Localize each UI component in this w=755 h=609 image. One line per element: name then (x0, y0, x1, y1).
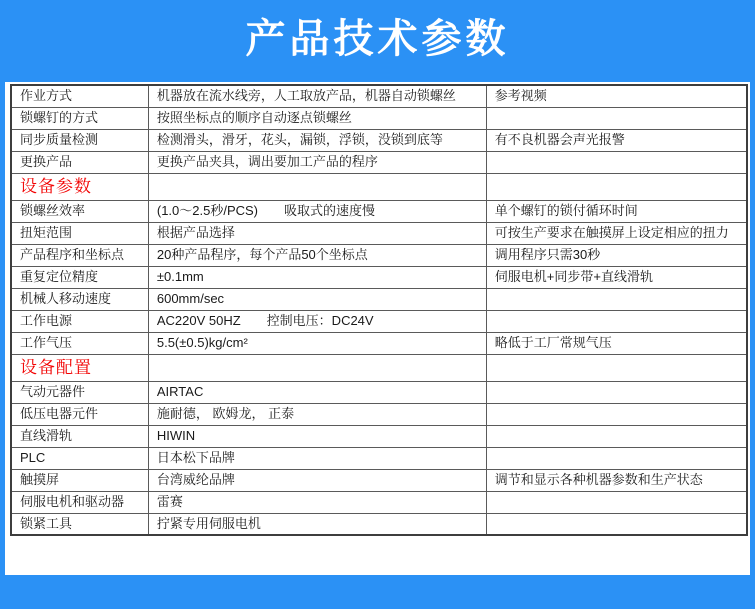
row-note (486, 491, 747, 513)
row-value (148, 173, 486, 200)
table-row (11, 129, 747, 151)
section-header-row (11, 173, 747, 200)
row-value: 检测滑头，滑牙，花头，漏锁，浮锁，没锁到底等 (148, 129, 486, 151)
row-label: 气动元器件 (11, 381, 148, 403)
row-note (486, 381, 747, 403)
row-label: 扭矩范围 (11, 222, 148, 244)
row-note: 略低于工厂常规气压 (486, 332, 747, 354)
row-note: 单个螺钉的锁付循环时间 (486, 200, 747, 222)
table-row (11, 222, 747, 244)
row-value: 台湾威纶品牌 (148, 469, 486, 491)
row-value: (1.0～2.5秒/PCS) 吸取式的速度慢 (148, 200, 486, 222)
row-note (486, 513, 747, 535)
row-value (148, 354, 486, 381)
row-note (486, 403, 747, 425)
spec-table (10, 84, 748, 536)
row-value: AIRTAC (148, 381, 486, 403)
row-value: 拧紧专用伺服电机 (148, 513, 486, 535)
row-label: 作业方式 (11, 85, 148, 107)
table-row (11, 288, 747, 310)
row-value: 更换产品夹具，调出要加工产品的程序 (148, 151, 486, 173)
row-label: 伺服电机和驱动器 (11, 491, 148, 513)
table-row (11, 244, 747, 266)
row-note (486, 447, 747, 469)
row-label: 机械人移动速度 (11, 288, 148, 310)
header-banner (0, 0, 755, 82)
row-value: 根据产品选择 (148, 222, 486, 244)
section-header-row (11, 354, 747, 381)
row-label: 锁螺钉的方式 (11, 107, 148, 129)
row-value: 日本松下品牌 (148, 447, 486, 469)
row-note: 参考视频 (486, 85, 747, 107)
footer-banner (0, 575, 755, 609)
content-area (0, 82, 755, 575)
row-label: 触摸屏 (11, 469, 148, 491)
row-note: 调用程序只需30秒 (486, 244, 747, 266)
row-note: 调节和显示各种机器参数和生产状态 (486, 469, 747, 491)
row-note (486, 288, 747, 310)
row-note (486, 107, 747, 129)
row-label: 设备参数 (11, 173, 148, 200)
row-note (486, 425, 747, 447)
table-row (11, 107, 747, 129)
table-row (11, 332, 747, 354)
row-value: HIWIN (148, 425, 486, 447)
row-label: 工作电源 (11, 310, 148, 332)
table-row (11, 491, 747, 513)
table-row (11, 85, 747, 107)
row-label: 锁紧工具 (11, 513, 148, 535)
table-row (11, 310, 747, 332)
row-label: 设备配置 (11, 354, 148, 381)
row-value: 雷赛 (148, 491, 486, 513)
table-row (11, 266, 747, 288)
row-note: 可按生产要求在触摸屏上设定相应的扭力 (486, 222, 747, 244)
table-row (11, 151, 747, 173)
row-value: ±0.1mm (148, 266, 486, 288)
row-label: 低压电器元件 (11, 403, 148, 425)
spec-table-body (11, 85, 747, 535)
left-blue-border (0, 82, 5, 575)
table-row (11, 469, 747, 491)
table-row (11, 425, 747, 447)
row-label: 重复定位精度 (11, 266, 148, 288)
row-note (486, 310, 747, 332)
table-row (11, 403, 747, 425)
row-label: 锁螺丝效率 (11, 200, 148, 222)
row-note (486, 151, 747, 173)
table-row (11, 447, 747, 469)
table-row (11, 381, 747, 403)
row-note (486, 354, 747, 381)
row-label: 直线滑轨 (11, 425, 148, 447)
row-value: 600mm/sec (148, 288, 486, 310)
row-value: 机器放在流水线旁，人工取放产品，机器自动锁螺丝 (148, 85, 486, 107)
row-value: 5.5(±0.5)kg/cm² (148, 332, 486, 354)
row-note: 伺服电机+同步带+直线滑轨 (486, 266, 747, 288)
row-value: AC220V 50HZ 控制电压：DC24V (148, 310, 486, 332)
row-value: 施耐德， 欧姆龙， 正泰 (148, 403, 486, 425)
page-title: 产品技术参数 (245, 17, 510, 61)
row-label: 更换产品 (11, 151, 148, 173)
row-value: 20种产品程序，每个产品50个坐标点 (148, 244, 486, 266)
right-blue-border (750, 82, 755, 575)
row-label: 同步质量检测 (11, 129, 148, 151)
table-row (11, 513, 747, 535)
row-note (486, 173, 747, 200)
row-note: 有不良机器会声光报警 (486, 129, 747, 151)
row-label: 产品程序和坐标点 (11, 244, 148, 266)
row-value: 按照坐标点的顺序自动逐点锁螺丝 (148, 107, 486, 129)
row-label: 工作气压 (11, 332, 148, 354)
row-label: PLC (11, 447, 148, 469)
table-row (11, 200, 747, 222)
